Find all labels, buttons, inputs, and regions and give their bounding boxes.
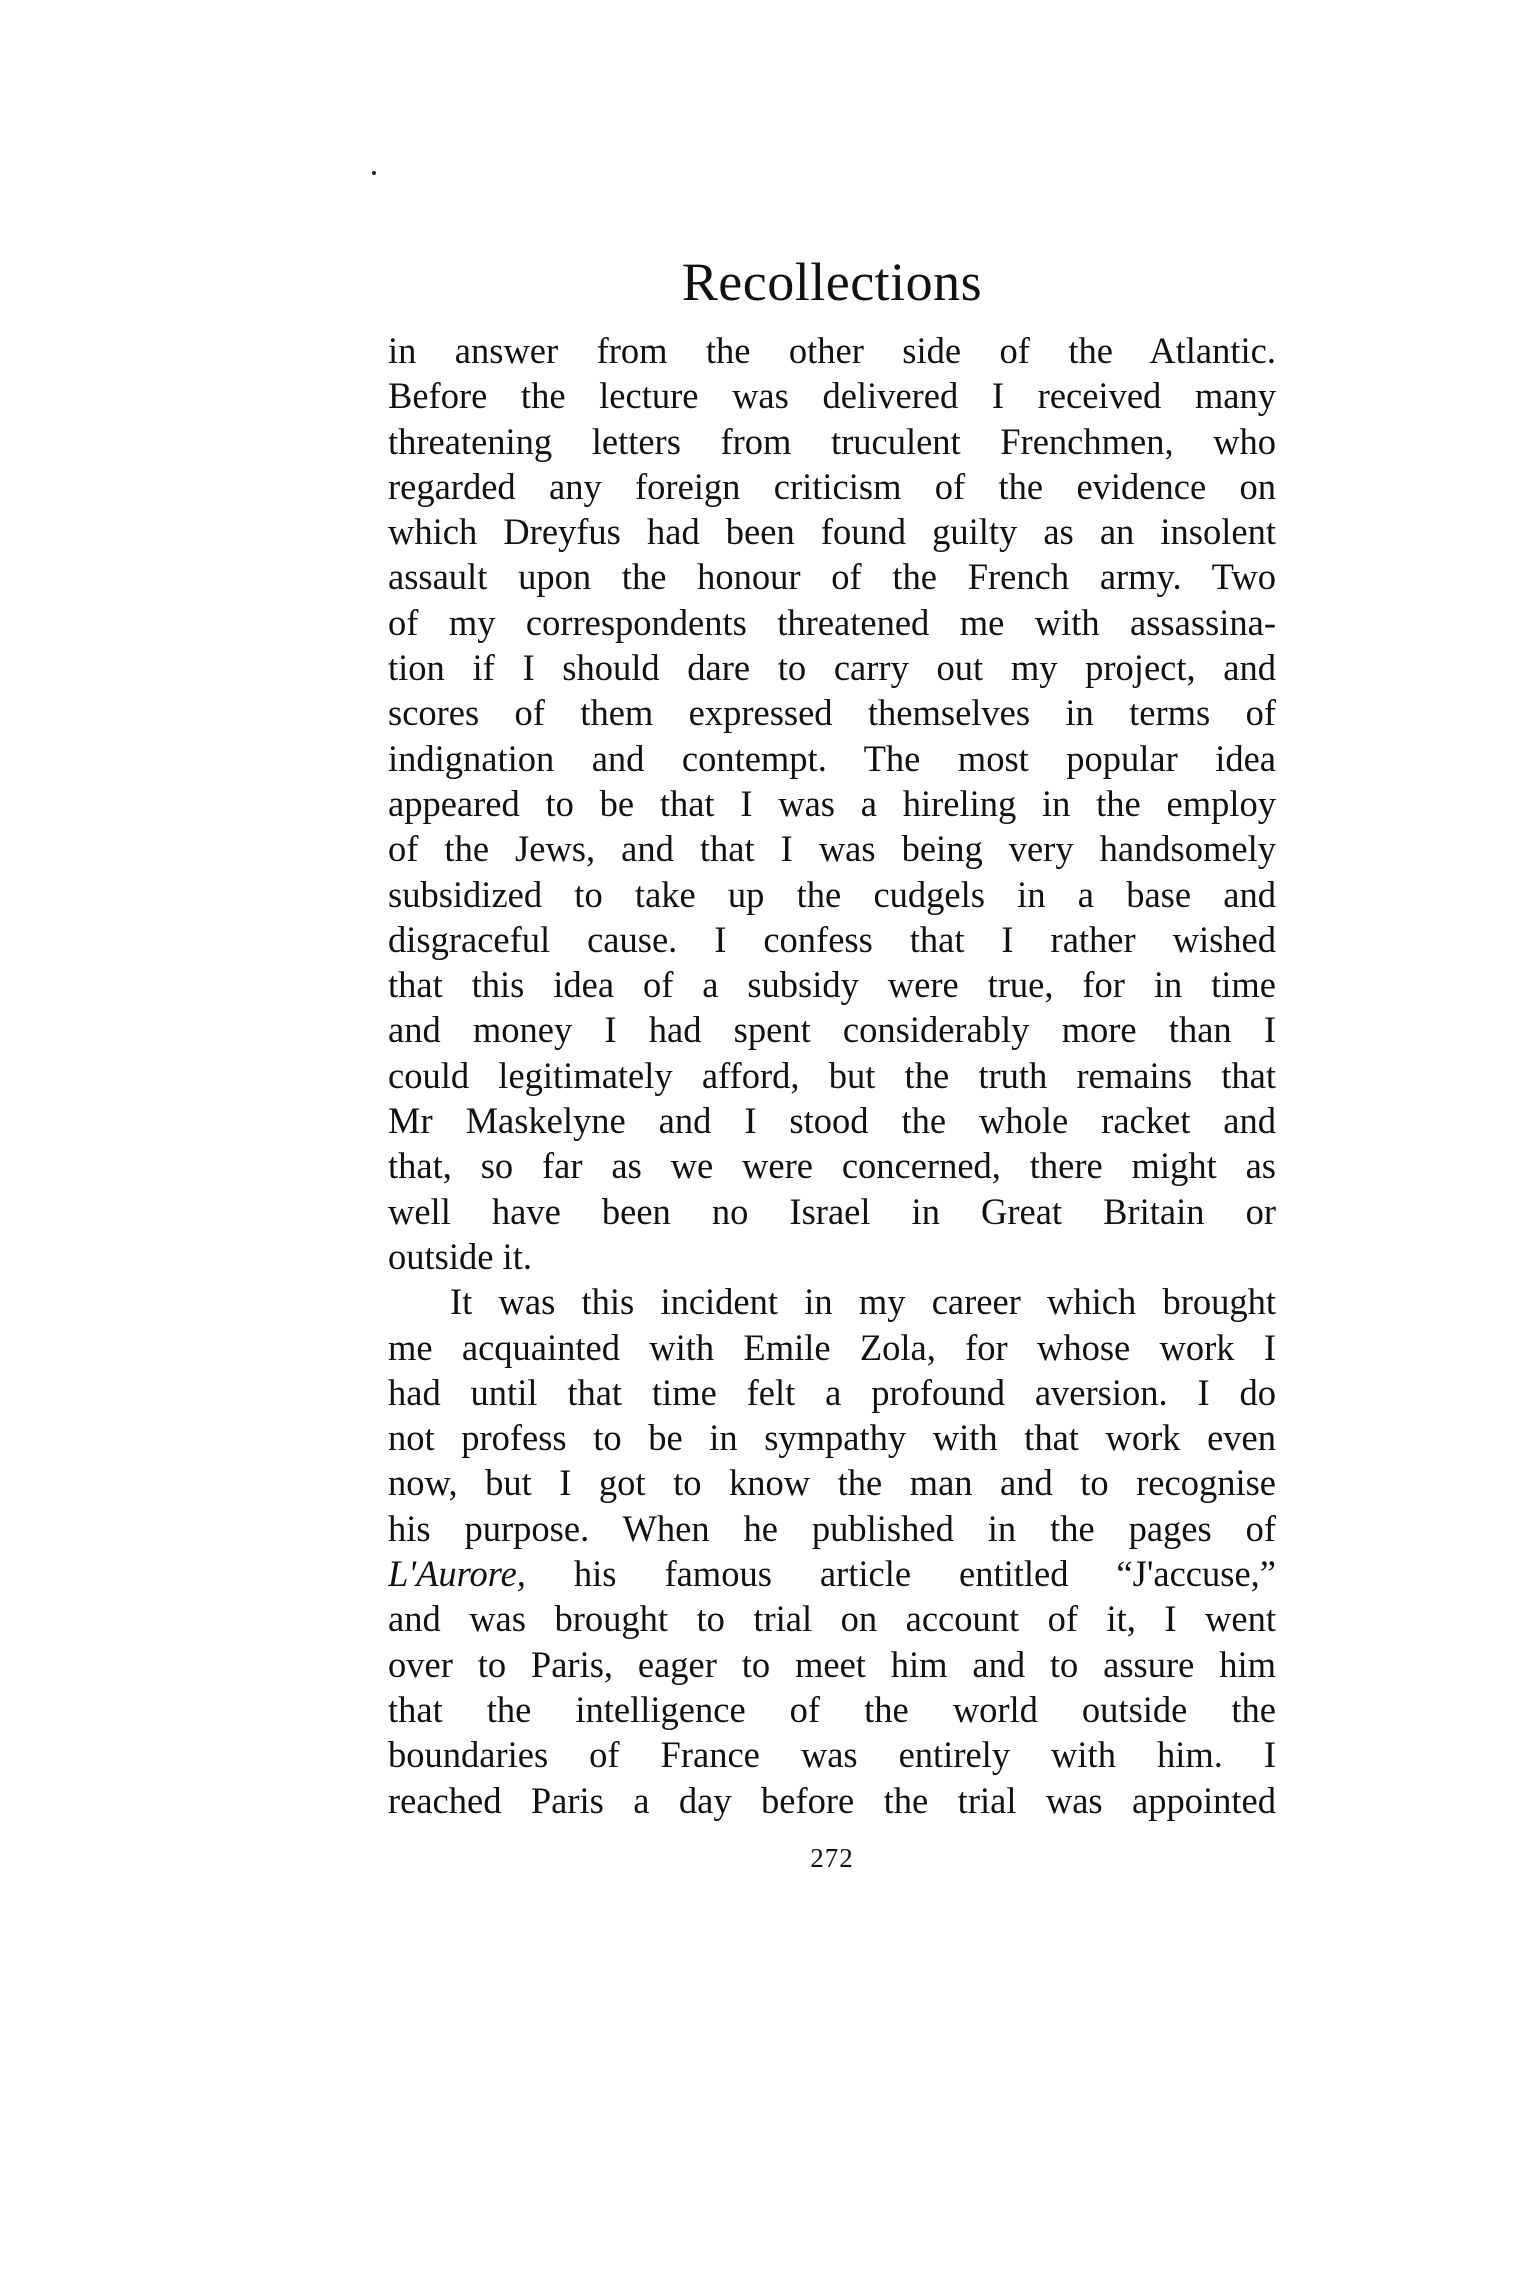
- print-speck: [372, 171, 376, 175]
- text-line: regarded any foreign criticism of the evidence on: [388, 465, 1276, 507]
- page-number: 272: [810, 1843, 854, 1873]
- text-line: that this idea of a subsidy were true, for in time: [388, 964, 1276, 1006]
- text-line: appeared to be that I was a hireling in the employ: [388, 782, 1276, 824]
- text-line: It was this incident in my career which brought: [450, 1281, 1276, 1323]
- text-line: tion if I should dare to carry out my project, and: [388, 647, 1276, 689]
- text-line: of my correspondents threatened me with assassina-: [388, 601, 1276, 643]
- text-line: over to Paris, eager to meet him and to assure him: [388, 1643, 1276, 1685]
- paragraph-1: [388, 328, 1276, 1279]
- running-head: Recollections: [681, 252, 983, 312]
- text-segment: his famous article entitled “J'accuse,”: [525, 1553, 1276, 1595]
- text-line: disgraceful cause. I confess that I rather wished: [388, 918, 1276, 960]
- text-line: reached Paris a day before the trial was appointed: [388, 1779, 1276, 1821]
- text-line: which Dreyfus had been found guilty as an insolent: [388, 511, 1276, 553]
- text-line: [388, 1551, 1276, 1596]
- text-line: threatening letters from truculent Frenchmen, who: [388, 420, 1276, 462]
- text-line: his purpose. When he published in the pages of: [388, 1507, 1276, 1549]
- newspaper-title: L'Aurore,: [388, 1553, 526, 1595]
- text-line: outside it.: [388, 1235, 532, 1277]
- text-line: boundaries of France was entirely with him. I: [388, 1734, 1276, 1776]
- text-line: in answer from the other side of the Atlantic.: [388, 330, 1276, 371]
- text-line: of the Jews, and that I was being very handsomely: [388, 828, 1276, 870]
- text-line: that, so far as we were concerned, there might as: [388, 1145, 1276, 1187]
- text-line: me acquainted with Emile Zola, for whose work I: [388, 1326, 1276, 1368]
- text-line: well have been no Israel in Great Britain or: [388, 1190, 1276, 1232]
- text-line: not profess to be in sympathy with that work even: [388, 1417, 1276, 1459]
- body-text: [388, 328, 1276, 1823]
- text-line: and money I had spent considerably more than I: [388, 1009, 1276, 1051]
- text-line: scores of them expressed themselves in terms of: [388, 692, 1276, 734]
- text-line: indignation and contempt. The most popular idea: [388, 737, 1276, 779]
- text-line: now, but I got to know the man and to recognise: [388, 1462, 1276, 1504]
- text-line: Mr Maskelyne and I stood the whole racket and: [388, 1100, 1276, 1142]
- text-line: assault upon the honour of the French army. Two: [388, 556, 1276, 598]
- paragraph-2: [388, 1279, 1276, 1823]
- text-line: and was brought to trial on account of it, I went: [388, 1598, 1276, 1640]
- text-line: Before the lecture was delivered I received many: [388, 375, 1276, 417]
- text-line: had until that time felt a profound aversion. I do: [388, 1371, 1276, 1413]
- text-line: subsidized to take up the cudgels in a base and: [388, 873, 1276, 915]
- text-line: that the intelligence of the world outside the: [388, 1688, 1276, 1730]
- text-line: could legitimately afford, but the truth remains that: [388, 1054, 1276, 1096]
